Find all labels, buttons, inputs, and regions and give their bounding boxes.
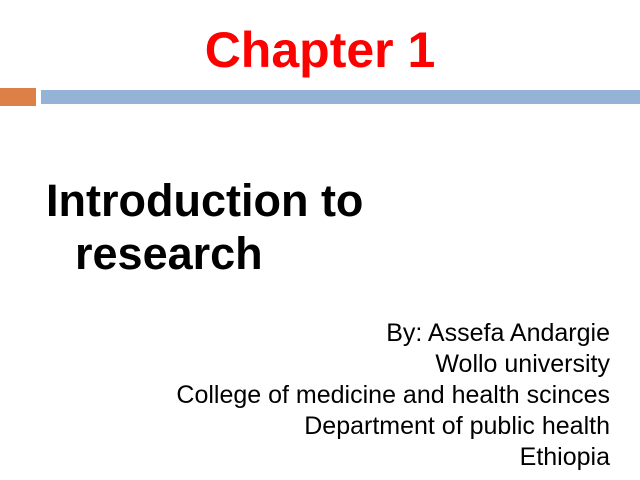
- title-divider: [0, 88, 640, 106]
- credits-line-university: Wollo university: [435, 350, 610, 378]
- slide-title: [46, 174, 363, 280]
- slide-title-line2: research: [75, 228, 263, 279]
- credits-line-department: Department of public health: [304, 412, 610, 440]
- credits-line-author: By: Assefa Andargie: [386, 319, 610, 347]
- credits-block: [176, 318, 610, 473]
- accent-blue-bar: [41, 90, 640, 104]
- credits-line-college: College of medicine and health scinces: [176, 381, 610, 409]
- accent-orange-block: [0, 88, 36, 106]
- chapter-title: Chapter 1: [204, 22, 436, 78]
- slide-title-line1: Introduction to: [46, 175, 364, 226]
- credits-line-country: Ethiopia: [519, 443, 610, 471]
